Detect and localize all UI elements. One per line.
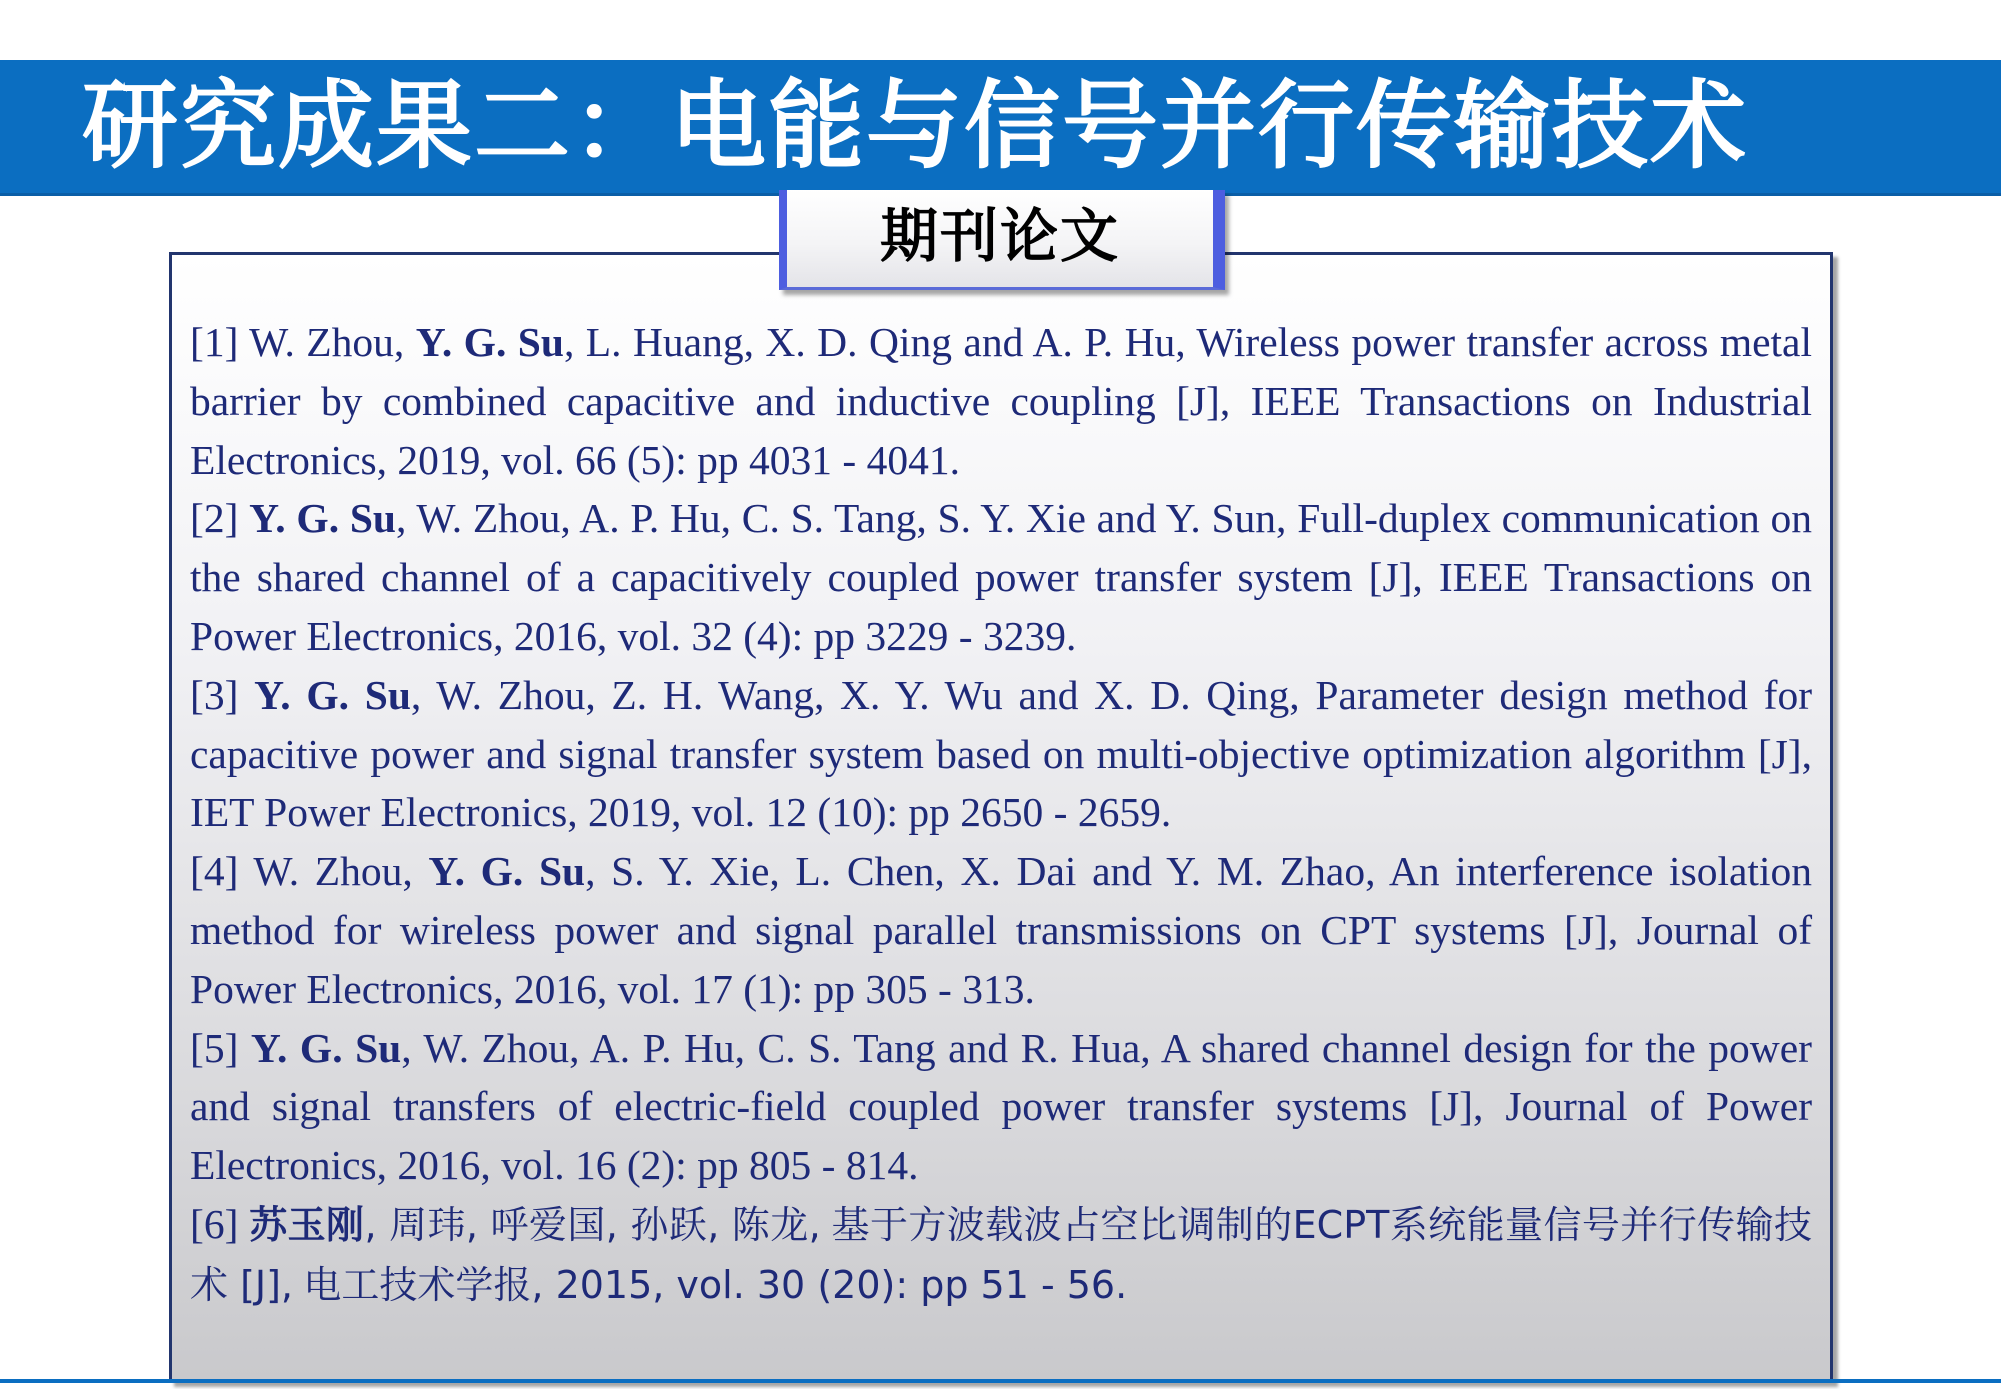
reference-source: IET Power Electronics, 2019, vol. 12 (10): pp 2650 - 2659. xyxy=(190,789,1172,836)
reference-number: [6] xyxy=(190,1200,239,1247)
reference-number: [3] xyxy=(190,671,239,718)
reference-authors-before: W. Zhou, xyxy=(249,319,405,365)
reference-authors-after: , L. Huang, X. D. Qing and A. P. Hu, xyxy=(563,319,1186,365)
reference-authors-before: W. Zhou, xyxy=(253,848,413,895)
reference-highlight-author: Y. G. Su xyxy=(249,495,396,542)
reference-highlight-author: Y. G. Su xyxy=(254,671,411,718)
reference-authors-after: , W. Zhou, A. P. Hu, C. S. Tang, S. Y. Xie and Y. Sun, xyxy=(395,495,1287,542)
section-tab-label: 期刊论文 xyxy=(879,202,1120,270)
reference-source: IEEE Transactions on Industrial Electronics, 2019, vol. 66 (5): pp 4031 - 4041. xyxy=(190,377,1813,483)
section-tab xyxy=(779,190,1225,290)
reference-number: [4] xyxy=(190,848,239,895)
reference-highlight-author: Y. G. Su xyxy=(250,1024,402,1071)
footer-rule xyxy=(0,1379,2001,1383)
reference-number: [2] xyxy=(190,495,239,542)
reference-authors-after: , 周玮, 呼爱国, 孙跃, 陈龙, xyxy=(364,1202,821,1247)
reference-source: Journal of Power Electronics, 2016, vol. 16 (2): pp 805 - 814. xyxy=(190,1083,1813,1189)
reference-title: An interference isolation method for wireless power and signal parallel transmissions on CPT systems [J], xyxy=(190,848,1812,953)
reference-authors-after: , W. Zhou, Z. H. Wang, X. Y. Wu and X. D. Qing, xyxy=(410,671,1300,718)
reference-authors-after: , W. Zhou, A. P. Hu, C. S. Tang and R. Hua, xyxy=(401,1024,1151,1071)
reference-item xyxy=(190,1195,1812,1315)
reference-source: 电工技术学报, 2015, vol. 30 (20): pp 51 - 56. xyxy=(303,1262,1128,1307)
reference-highlight-author: Y. G. Su xyxy=(415,319,564,365)
reference-highlight-author: Y. G. Su xyxy=(428,848,586,895)
reference-title: 基于方波载波占空比调制的ECPT系统能量信号并行传输技术 [J], xyxy=(190,1202,1813,1307)
reference-title: Full-duplex communication on the shared channel of a capacitively coupled power transfer system [J], xyxy=(190,495,1812,601)
reference-item xyxy=(190,1019,1812,1195)
reference-list xyxy=(190,313,1812,1315)
reference-authors-after: , S. Y. Xie, L. Chen, X. Dai and Y. M. Zhao, xyxy=(585,848,1376,895)
reference-item xyxy=(190,842,1812,1018)
reference-number: [5] xyxy=(190,1024,239,1071)
reference-item xyxy=(190,666,1812,842)
title-bar xyxy=(0,60,2001,196)
reference-item xyxy=(190,489,1812,665)
slide-title: 研究成果二：电能与信号并行传输技术 xyxy=(82,70,1748,182)
reference-item xyxy=(190,313,1812,489)
reference-source: IEEE Transactions on Power Electronics, 2016, vol. 32 (4): pp 3229 - 3239. xyxy=(190,554,1813,659)
reference-source: Journal of Power Electronics, 2016, vol. 17 (1): pp 305 - 313. xyxy=(190,906,1813,1012)
reference-number: [1] xyxy=(190,319,239,365)
reference-highlight-author: 苏玉刚 xyxy=(249,1202,365,1247)
reference-title: Wireless power transfer across metal barrier by combined capacitive and inductive coupling [J], xyxy=(190,319,1812,424)
reference-title: Parameter design method for capacitive power and signal transfer system based on multi-objective optimization algorithm [J], xyxy=(190,671,1813,777)
reference-title: A shared channel design for the power and signal transfers of electric-field coupled power transfer systems [J], xyxy=(190,1024,1813,1130)
